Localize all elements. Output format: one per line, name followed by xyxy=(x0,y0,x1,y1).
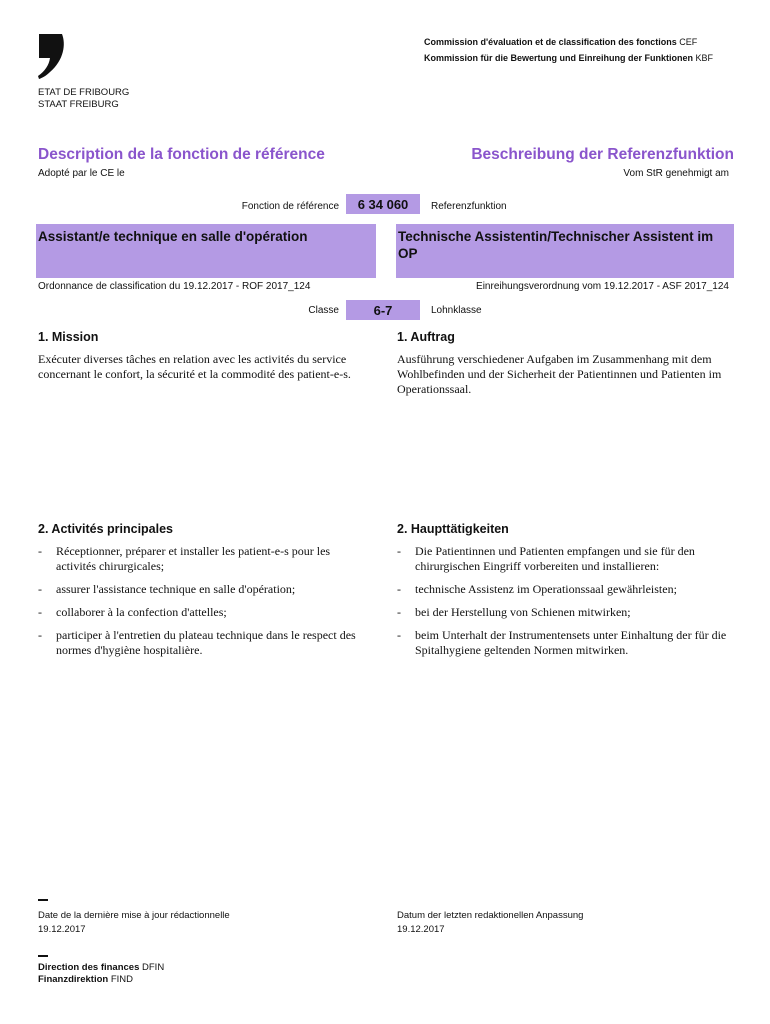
mission-heading-fr: 1. Mission xyxy=(38,330,99,344)
function-name-de: Technische Assistentin/Technischer Assistent im OP xyxy=(396,224,734,278)
list-item: - bei der Herstellung von Schienen mitwirken; xyxy=(397,605,631,619)
list-item: - Réceptionner, préparer et installer les patient-e-s pour les activités chirurgicales; xyxy=(38,544,331,573)
footer-update-fr xyxy=(38,909,368,937)
list-item: - Die Patientinnen und Patienten empfangen und sie für den chirurgischen Eingriff vorbereiten und installieren: xyxy=(397,544,695,573)
list-item: - participer à l'entretien du plateau technique dans le respect des normes d'hygiène hospitalière. xyxy=(38,628,356,657)
activities-list-de xyxy=(397,544,727,666)
direction-de: Finanzdirektion FIND xyxy=(38,974,134,985)
direction-fr: Direction des finances DFIN xyxy=(38,962,165,973)
footer-divider xyxy=(38,899,48,901)
mission-heading-de: 1. Auftrag xyxy=(397,330,455,344)
list-item: - assurer l'assistance technique en salle d'opération; xyxy=(38,582,296,596)
class-label-fr: Classe xyxy=(308,305,339,316)
commission-de: Kommission für die Bewertung und Einreihung der Funktionen KBF xyxy=(424,53,714,63)
commission-fr: Commission d'évaluation et de classification des fonctions CEF xyxy=(424,37,698,47)
update-label-de: Datum der letzten redaktionellen Anpassung xyxy=(397,910,584,921)
state-name-de: STAAT FREIBURG xyxy=(38,99,119,110)
update-date-de: 19.12.2017 xyxy=(397,924,445,935)
activities-list-fr xyxy=(38,544,368,666)
ordinance-fr: Ordonnance de classification du 19.12.2017 - ROF 2017_124 xyxy=(38,281,311,292)
footer-divider xyxy=(38,955,48,957)
activities-heading-de: 2. Haupttätigkeiten xyxy=(397,522,509,536)
direction-block xyxy=(38,962,164,986)
page-title-fr: Description de la fonction de référence xyxy=(38,146,325,163)
page-title-de: Beschreibung der Referenzfunktion xyxy=(471,146,734,163)
reference-number: 6 34 060 xyxy=(346,194,420,214)
list-item: - beim Unterhalt der Instrumentensets unter Einhaltung der für die Spitalhygiene geltenden Normen mitwirken. xyxy=(397,628,727,657)
reference-label-de: Referenzfunktion xyxy=(431,201,507,212)
commission-block xyxy=(424,37,724,64)
function-name-fr: Assistant/e technique en salle d'opération xyxy=(36,224,376,278)
adopted-de: Vom StR genehmigt am xyxy=(623,168,729,179)
reference-label-fr: Fonction de référence xyxy=(241,201,339,212)
update-label-fr: Date de la dernière mise à jour rédactionnelle xyxy=(38,910,230,921)
list-item: - collaborer à la confection d'attelles; xyxy=(38,605,227,619)
class-label-de: Lohnklasse xyxy=(431,305,482,316)
activities-heading-fr: 2. Activités principales xyxy=(38,522,174,536)
state-name xyxy=(38,87,129,111)
mission-text-fr: Exécuter diverses tâches en relation avec les activités du service concernant le confort, la sécurité et la commodité des patient-e-s. xyxy=(38,352,351,381)
ordinance-de: Einreihungsverordnung vom 19.12.2017 - ASF 2017_124 xyxy=(476,281,729,292)
state-name-fr: ETAT DE FRIBOURG xyxy=(38,87,130,98)
footer-update-de xyxy=(397,909,727,937)
list-item: - technische Assistenz im Operationssaal gewährleisten; xyxy=(397,582,677,596)
class-value: 6-7 xyxy=(346,300,420,320)
fribourg-logo-icon xyxy=(36,34,66,80)
mission-text-de: Ausführung verschiedener Aufgaben im Zusammenhang mit dem Wohlbefinden und der Sicherheit der Patientinnen und Patienten im Operationssaal. xyxy=(397,352,722,396)
update-date-fr: 19.12.2017 xyxy=(38,924,86,935)
adopted-fr: Adopté par le CE le xyxy=(38,168,125,179)
